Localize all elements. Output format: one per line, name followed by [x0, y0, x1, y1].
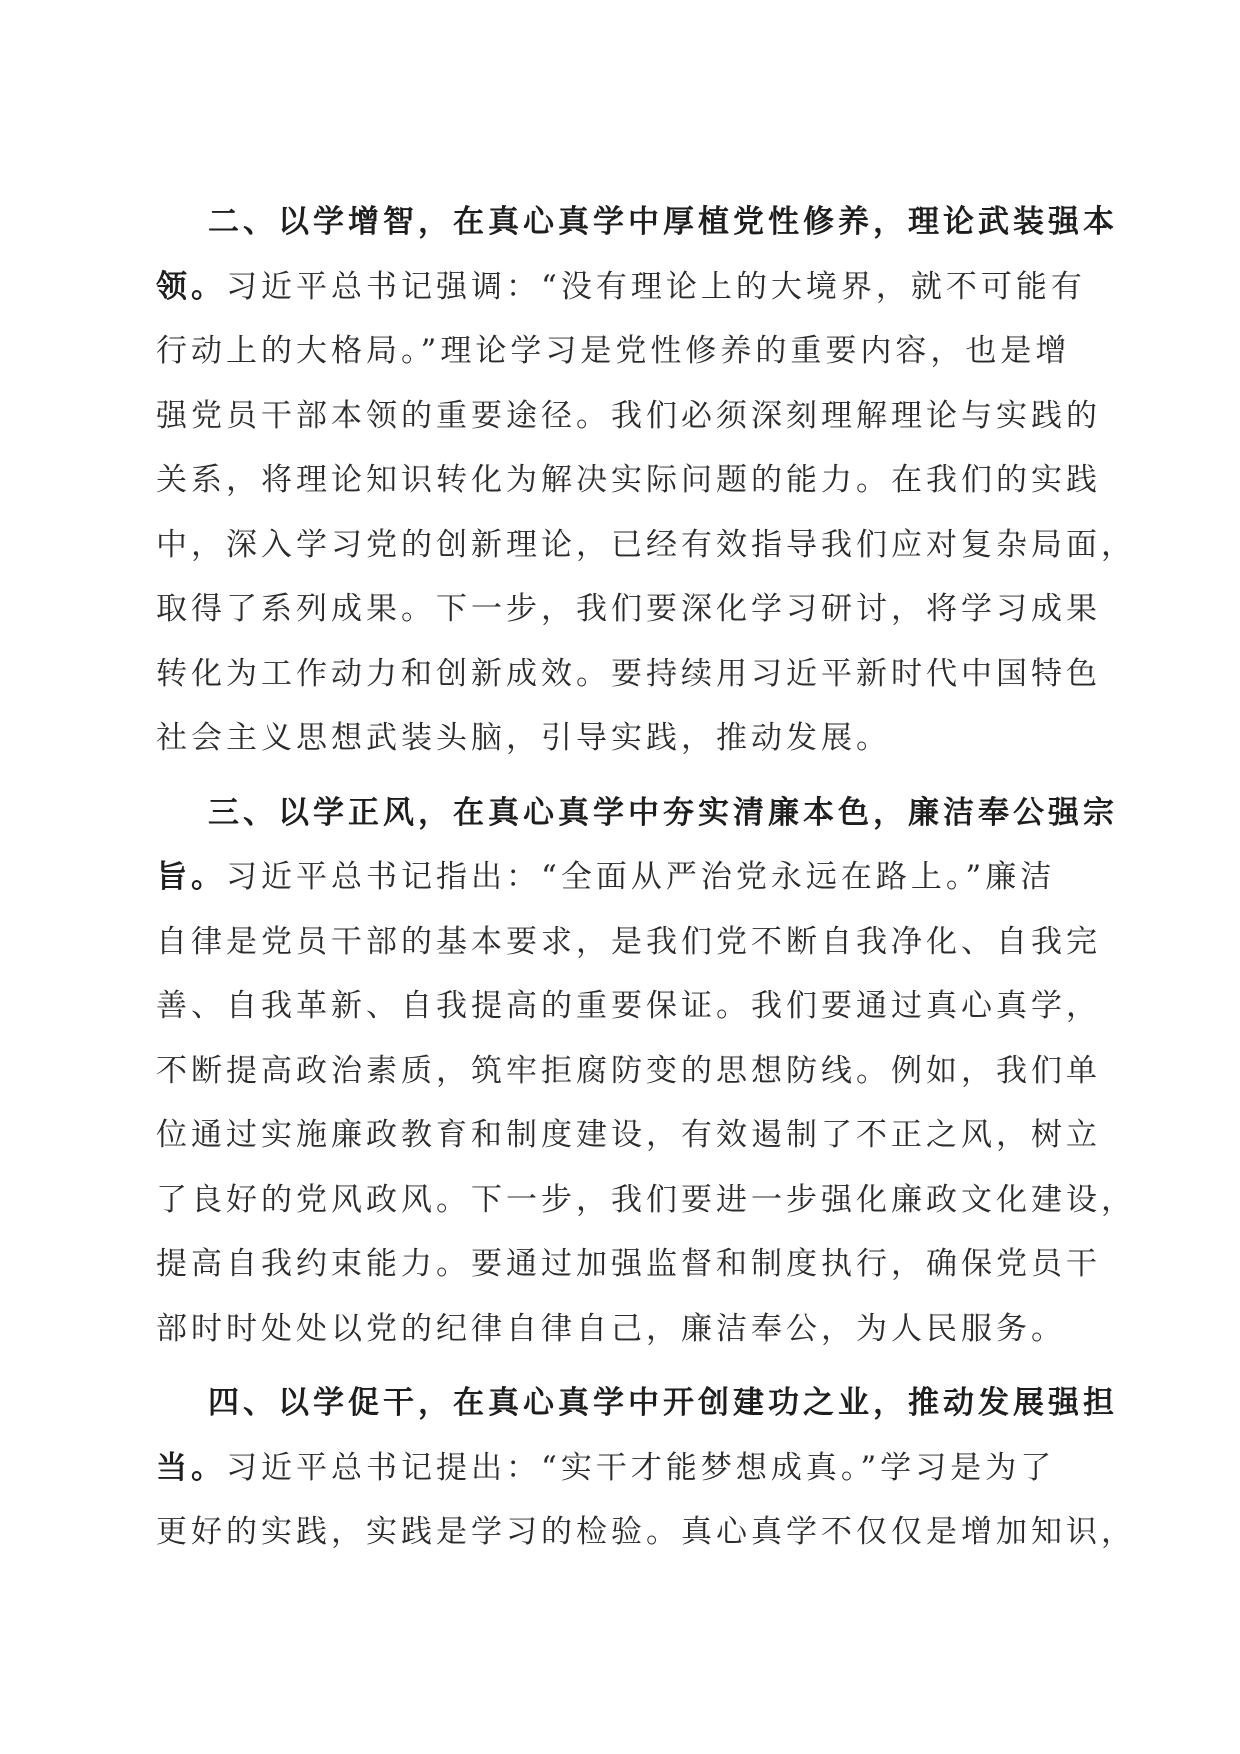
section-heading-end: 领。: [156, 268, 226, 305]
text-line: 更好的实践，实践是学习的检验。真心真学不仅仅是增加知识，: [156, 1514, 1136, 1550]
text-line: 关系，将理论知识转化为解决实际问题的能力。在我们的实践: [156, 462, 1101, 498]
text-line: [156, 1371, 1118, 1436]
text-line: 强党员干部本领的重要途径。我们必须深刻理解理论与实践的: [156, 397, 1101, 434]
section-heading: 三、以学正风，在真心真学中夯实清廉本色，廉洁奉公强宗: [208, 794, 1118, 831]
text-line: 中，深入学习党的创新理论，已经有效指导我们应对复杂局面，: [156, 526, 1136, 563]
line-text: 习近平总书记指出：“全面从严治党永远在路上。”廉洁: [226, 859, 1056, 895]
text-line: 转化为工作动力和创新成效。要持续用习近平新时代中国特色: [156, 655, 1101, 692]
text-line: 提高自我约束能力。要通过加强监督和制度执行，确保党员干: [156, 1246, 1101, 1282]
text-line: 不断提高政治素质，筑牢拒腐防变的思想防线。例如，我们单: [156, 1052, 1101, 1089]
paragraph-section-4: [156, 1371, 1136, 1565]
text-line: [156, 781, 1118, 846]
text-line: 部时时处处以党的纪律自律自己，廉洁奉公，为人民服务。: [156, 1310, 1066, 1347]
paragraph-section-3: [156, 781, 1136, 1362]
paragraph-section-2: [156, 190, 1136, 771]
text-line: [156, 190, 1118, 255]
line-text: 习近平总书记强调：“没有理论上的大境界，就不可能有: [226, 268, 1086, 305]
text-line: [156, 1436, 1076, 1501]
text-line: 取得了系列成果。下一步，我们要深化学习研讨，将学习成果: [156, 591, 1101, 627]
text-line: [156, 845, 1076, 910]
text-line: 社会主义思想武装头脑，引导实践，推动发展。: [156, 720, 891, 756]
text-line: 了良好的党风政风。下一步，我们要进一步强化廉政文化建设，: [156, 1181, 1136, 1218]
section-heading: 四、以学促干，在真心真学中开创建功之业，推动发展强担: [208, 1385, 1118, 1421]
document-page: [156, 190, 1136, 1575]
section-heading-end: 当。: [156, 1449, 226, 1486]
text-line: 自律是党员干部的基本要求，是我们党不断自我净化、自我完: [156, 923, 1101, 960]
line-text: 习近平总书记提出：“实干才能梦想成真。”学习是为了: [226, 1449, 1056, 1486]
text-line: 行动上的大格局。”理论学习是党性修养的重要内容，也是增: [156, 333, 1071, 369]
text-line: 善、自我革新、自我提高的重要保证。我们要通过真心真学，: [156, 988, 1101, 1024]
section-heading: 二、以学增智，在真心真学中厚植党性修养，理论武装强本: [208, 204, 1118, 240]
text-line: [156, 255, 1086, 320]
text-line: 位通过实施廉政教育和制度建设，有效遏制了不正之风，树立: [156, 1117, 1101, 1153]
section-heading-end: 旨。: [156, 859, 226, 895]
